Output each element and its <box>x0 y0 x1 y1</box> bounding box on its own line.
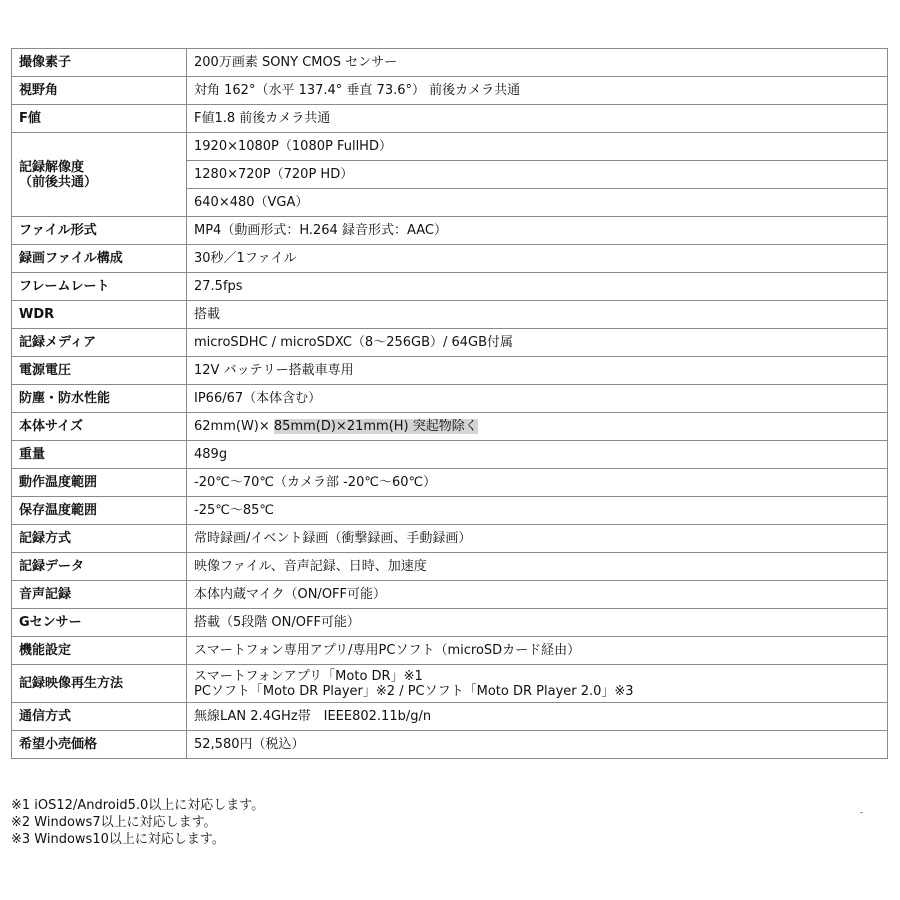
spec-label: 撮像素子 <box>12 49 187 77</box>
table-row <box>12 553 888 581</box>
cropped-text-remnant <box>32 857 132 861</box>
spec-label-resolution: 記録解像度 （前後共通） <box>12 133 187 217</box>
spec-label: 防塵・防水性能 <box>12 385 187 413</box>
spec-value: スマートフォン専用アプリ/専用PCソフト（microSDカード経由） <box>187 637 888 665</box>
spec-value: 52,580円（税込） <box>187 731 888 759</box>
table-row <box>12 497 888 525</box>
spec-label: 動作温度範囲 <box>12 469 187 497</box>
table-row <box>12 731 888 759</box>
footnote: ※2 Windows7以上に対応します。 <box>11 815 217 830</box>
spec-label: 記録データ <box>12 553 187 581</box>
spec-value: 搭載（5段階 ON/OFF可能） <box>187 609 888 637</box>
spec-table <box>11 48 888 759</box>
spec-value: 200万画素 SONY CMOS センサー <box>187 49 888 77</box>
table-row <box>12 77 888 105</box>
spec-label: 録画ファイル構成 <box>12 245 187 273</box>
spec-value-size <box>187 413 888 441</box>
spec-label: 記録方式 <box>12 525 187 553</box>
playback-line: スマートフォンアプリ「Moto DR」※1 <box>194 668 423 684</box>
spec-label: F値 <box>12 105 187 133</box>
table-row <box>12 385 888 413</box>
spec-label: 通信方式 <box>12 703 187 731</box>
spec-value: 映像ファイル、音声記録、日時、加速度 <box>187 553 888 581</box>
table-row <box>12 581 888 609</box>
spec-value: microSDHC / microSDXC（8〜256GB）/ 64GB付属 <box>187 329 888 357</box>
spec-label: フレームレート <box>12 273 187 301</box>
size-highlighted: 85mm(D)×21mm(H) 突起物除く <box>273 419 478 434</box>
spec-value: 30秒／1ファイル <box>187 245 888 273</box>
spec-value: F値1.8 前後カメラ共通 <box>187 105 888 133</box>
spec-label: 電源電圧 <box>12 357 187 385</box>
size-prefix: 62mm(W)× <box>194 419 274 434</box>
table-row <box>12 703 888 731</box>
spec-value-playback <box>187 665 888 703</box>
table-row <box>12 301 888 329</box>
spec-label: WDR <box>12 301 187 329</box>
spec-value: 1920×1080P（1080P FullHD） <box>187 133 888 161</box>
table-row <box>12 665 888 703</box>
table-row <box>12 609 888 637</box>
footnote: ※3 Windows10以上に対応します。 <box>11 832 225 847</box>
spec-value: 無線LAN 2.4GHz帯 IEEE802.11b/g/n <box>187 703 888 731</box>
spec-label: 本体サイズ <box>12 413 187 441</box>
spec-value: 27.5fps <box>187 273 888 301</box>
spec-value: 対角 162°（水平 137.4° 垂直 73.6°） 前後カメラ共通 <box>187 77 888 105</box>
table-row <box>12 413 888 441</box>
spec-value: IP66/67（本体含む） <box>187 385 888 413</box>
spec-value: 489g <box>187 441 888 469</box>
spec-value: 本体内蔵マイク（ON/OFF可能） <box>187 581 888 609</box>
spec-value: 常時録画/イベント録画（衝撃録画、手動録画） <box>187 525 888 553</box>
spec-value: 12V バッテリー搭載車専用 <box>187 357 888 385</box>
table-row <box>12 217 888 245</box>
table-row <box>12 273 888 301</box>
spec-label: 希望小売価格 <box>12 731 187 759</box>
spec-label: 保存温度範囲 <box>12 497 187 525</box>
table-row <box>12 329 888 357</box>
table-row <box>12 49 888 77</box>
spec-value: MP4（動画形式：H.264 録音形式：AAC） <box>187 217 888 245</box>
table-row <box>12 357 888 385</box>
spec-label: 視野角 <box>12 77 187 105</box>
table-row <box>12 441 888 469</box>
spec-value: 640×480（VGA） <box>187 189 888 217</box>
table-row <box>12 105 888 133</box>
table-row <box>12 525 888 553</box>
footnotes <box>11 797 871 848</box>
table-row <box>12 469 888 497</box>
spec-label: ファイル形式 <box>12 217 187 245</box>
table-row <box>12 637 888 665</box>
footnote: ※1 iOS12/Android5.0以上に対応します。 <box>11 798 265 813</box>
table-row <box>12 133 888 161</box>
spec-label: 記録映像再生方法 <box>12 665 187 703</box>
spec-label: 機能設定 <box>12 637 187 665</box>
spec-value: -20℃〜70℃（カメラ部 -20℃〜60℃） <box>187 469 888 497</box>
playback-line: PCソフト「Moto DR Player」※2 / PCソフト「Moto DR Player 2.0」※3 <box>194 683 634 699</box>
table-row <box>12 245 888 273</box>
spec-value: 1280×720P（720P HD） <box>187 161 888 189</box>
stray-mark <box>860 812 863 813</box>
spec-value: 搭載 <box>187 301 888 329</box>
spec-label: 記録メディア <box>12 329 187 357</box>
spec-label: 重量 <box>12 441 187 469</box>
spec-label: 音声記録 <box>12 581 187 609</box>
spec-label: Gセンサー <box>12 609 187 637</box>
spec-value: -25℃〜85℃ <box>187 497 888 525</box>
